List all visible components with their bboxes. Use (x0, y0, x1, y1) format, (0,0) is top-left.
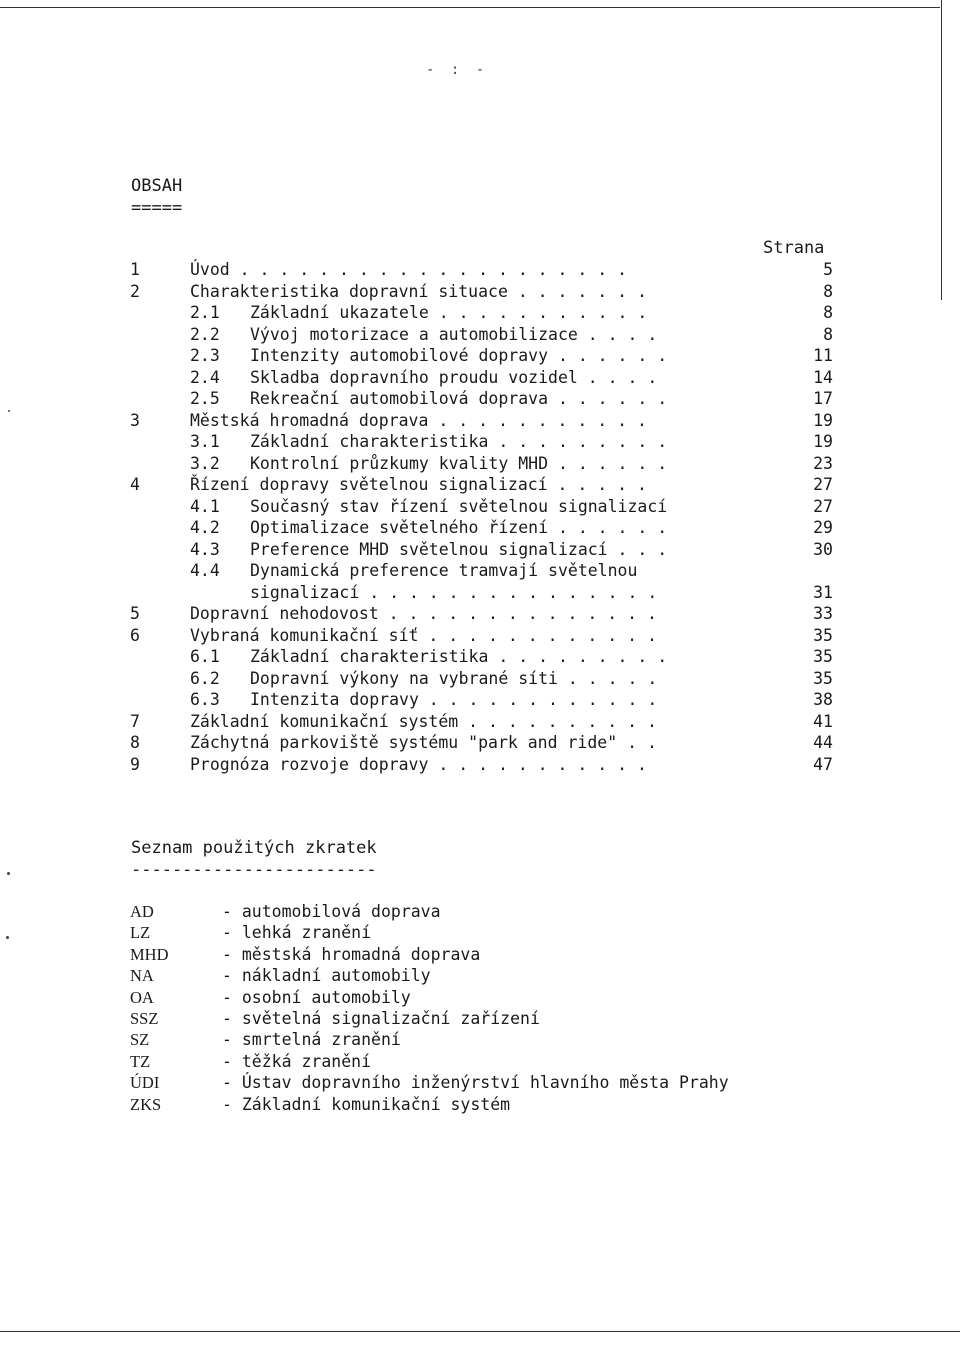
toc-entry-page: 33 (813, 604, 833, 623)
toc-entry-page: 8 (823, 281, 833, 301)
toc-entry-title: Základní ukazatele . . . . . . . . . . . (250, 303, 648, 322)
contents-heading-underline: ===== (131, 198, 183, 218)
page-column-label: Strana (763, 238, 825, 258)
toc-entry-number: 6.2 (190, 668, 220, 688)
toc-entry (0, 474, 960, 496)
toc-entry-page: 41 (813, 711, 833, 731)
abbreviation-description: - nákladní automobily (222, 966, 431, 986)
abbreviation-code: SSZ (130, 1008, 159, 1028)
toc-entry-title: Úvod . . . . . . . . . . . . . . . . . . . . (190, 260, 628, 279)
toc-entry-page: 35 (813, 647, 833, 666)
toc-entry (0, 410, 960, 432)
toc-entry-page: 5 (823, 260, 833, 279)
abbreviation-code: AD (130, 902, 154, 921)
toc-entry (0, 345, 960, 367)
abbreviation-code: LZ (130, 923, 151, 943)
toc-entry-page: 44 (813, 733, 833, 752)
toc-entry-number: 4.2 (190, 518, 220, 537)
abbreviation-description: - světelná signalizační zařízení (222, 1008, 540, 1028)
toc-entry-title: Optimalizace světelného řízení . . . . . . (250, 518, 668, 537)
toc-entry-page: 19 (813, 410, 833, 430)
page-mark: - : - (426, 62, 489, 78)
toc-entry (0, 388, 960, 410)
table-of-contents (0, 259, 960, 775)
toc-entry-number: 2 (130, 281, 140, 301)
toc-entry-title: Prognóza rozvoje dopravy . . . . . . . . . . . (190, 754, 647, 774)
toc-entry-number: 4.3 (190, 539, 220, 559)
toc-entry (0, 603, 960, 625)
toc-entry-page: 27 (813, 475, 833, 494)
toc-entry-page: 8 (823, 324, 833, 344)
toc-entry-number: 2.5 (190, 389, 220, 408)
toc-entry-number: 4 (130, 475, 140, 494)
toc-entry-title: Vybraná komunikační síť . . . . . . . . . . . . (190, 625, 657, 645)
toc-entry-page: 47 (813, 754, 833, 774)
toc-entry-page: 23 (813, 453, 833, 473)
abbreviation-description: - osobní automobily (222, 987, 411, 1007)
abbreviation-entry (0, 944, 960, 965)
toc-entry-title: Základní komunikační systém . . . . . . . . . . (190, 711, 657, 731)
toc-entry (0, 539, 960, 561)
toc-entry-number: 5 (130, 604, 140, 623)
toc-entry-title: Městská hromadná doprava . . . . . . . . . . . (190, 410, 647, 430)
toc-entry-title: Základní charakteristika . . . . . . . . . (250, 432, 668, 451)
toc-entry (0, 259, 960, 281)
toc-entry-title: Charakteristika dopravní situace . . . . . . . (190, 281, 647, 301)
toc-entry-number: 2.2 (190, 324, 220, 344)
toc-entry-number: 2.3 (190, 346, 220, 365)
abbreviation-entry (0, 922, 960, 943)
toc-entry-title: Preference MHD světelnou signalizací . . . (250, 539, 668, 559)
toc-entry-number: 8 (130, 733, 140, 752)
scan-edge-top (0, 7, 940, 8)
toc-entry-title: Kontrolní průzkumy kvality MHD . . . . . . (250, 453, 668, 473)
toc-entry-page: 38 (813, 690, 833, 709)
toc-entry (0, 560, 960, 582)
abbreviation-code: ÚDI (130, 1073, 160, 1093)
scan-speck (7, 872, 10, 875)
toc-entry-number: 3.2 (190, 453, 220, 473)
toc-entry-number: 6 (130, 625, 140, 645)
toc-entry (0, 732, 960, 754)
toc-entry (0, 711, 960, 733)
abbreviation-description: - Ústav dopravního inženýrství hlavního města Prahy (222, 1073, 729, 1093)
toc-entry (0, 431, 960, 453)
abbreviation-entry (0, 1094, 960, 1115)
abbreviation-entry (0, 987, 960, 1008)
toc-entry-page: 11 (813, 346, 833, 365)
scan-speck (6, 936, 9, 939)
toc-entry-title: Intenzita dopravy . . . . . . . . . . . . (250, 690, 658, 709)
toc-entry-page: 27 (813, 496, 833, 516)
abbreviation-description: - automobilová doprava (222, 902, 441, 921)
toc-entry-number: 4.4 (190, 561, 220, 580)
toc-entry (0, 302, 960, 324)
contents-heading: OBSAH (131, 176, 183, 196)
toc-entry-number: 9 (130, 754, 140, 774)
toc-entry-title: Záchytná parkoviště systému "park and ride" . . (190, 733, 657, 752)
toc-entry-page: 14 (813, 367, 833, 387)
toc-entry-page: 8 (823, 303, 833, 322)
abbreviation-description: - Základní komunikační systém (222, 1094, 511, 1114)
toc-entry-page: 29 (813, 518, 833, 537)
toc-entry-number: 2.4 (190, 367, 220, 387)
abbreviation-code: OA (130, 987, 154, 1007)
toc-entry-title: Vývoj motorizace a automobilizace . . . . (250, 324, 658, 344)
toc-entry-page: 31 (813, 582, 833, 602)
toc-entry-title: Dynamická preference tramvají světelnou (250, 561, 638, 580)
toc-entry-title: Intenzity automobilové dopravy . . . . . . (250, 346, 668, 365)
toc-entry (0, 668, 960, 690)
abbreviation-entry (0, 1051, 960, 1072)
abbreviation-description: - smrtelná zranění (222, 1030, 401, 1050)
toc-entry-number: 6.1 (190, 647, 220, 666)
abbreviation-description: - lehká zranění (222, 923, 372, 943)
abbreviation-entry (0, 1072, 960, 1093)
toc-entry (0, 453, 960, 475)
abbreviation-code: NA (130, 966, 154, 986)
toc-entry-title: Základní charakteristika . . . . . . . . . (250, 647, 668, 666)
abbreviation-code: SZ (130, 1030, 150, 1050)
toc-entry-title: Rekreační automobilová doprava . . . . . . (250, 389, 668, 408)
toc-entry-page: 30 (813, 539, 833, 559)
toc-entry-title: Dopravní výkony na vybrané síti . . . . . (250, 668, 658, 688)
toc-entry (0, 281, 960, 303)
toc-entry-title: signalizací . . . . . . . . . . . . . . . (250, 582, 658, 602)
scan-edge-right (941, 0, 942, 300)
toc-entry-title: Skladba dopravního proudu vozidel . . . . (250, 367, 658, 387)
toc-entry-number: 1 (130, 260, 140, 279)
toc-entry (0, 689, 960, 711)
toc-entry-number: 2.1 (190, 303, 220, 322)
scan-edge-bottom (0, 1331, 960, 1332)
toc-entry-page: 35 (813, 625, 833, 645)
toc-entry-page: 17 (813, 389, 833, 408)
abbreviation-code: TZ (130, 1051, 151, 1071)
toc-entry-number: 3 (130, 410, 140, 430)
toc-entry-title: Řízení dopravy světelnou signalizací . . . . . (190, 475, 647, 494)
toc-entry-number: 3.1 (190, 432, 220, 451)
toc-entry-title: Dopravní nehodovost . . . . . . . . . . . . . . (190, 604, 657, 623)
abbreviation-description: - těžká zranění (222, 1051, 372, 1071)
toc-entry (0, 324, 960, 346)
abbreviation-code: ZKS (130, 1094, 162, 1114)
abbreviation-entry (0, 1029, 960, 1050)
toc-entry (0, 496, 960, 518)
abbreviation-entry (0, 965, 960, 986)
toc-entry (0, 367, 960, 389)
toc-entry (0, 646, 960, 668)
toc-entry (0, 582, 960, 604)
abbreviation-description: - městská hromadná doprava (222, 944, 481, 964)
scan-speck (8, 410, 10, 412)
toc-entry (0, 625, 960, 647)
abbreviation-entry (0, 901, 960, 922)
toc-entry-number: 6.3 (190, 690, 220, 709)
abbreviation-code: MHD (130, 944, 169, 964)
toc-entry (0, 754, 960, 776)
abbreviations-heading-underline: ------------------------ (131, 860, 377, 880)
toc-entry (0, 517, 960, 539)
toc-entry-number: 7 (130, 711, 140, 731)
abbreviations-list (0, 901, 960, 1115)
toc-entry-page: 19 (813, 432, 833, 451)
toc-entry-number: 4.1 (190, 496, 220, 516)
abbreviations-heading: Seznam použitých zkratek (131, 838, 377, 858)
abbreviation-entry (0, 1008, 960, 1029)
toc-entry-page: 35 (813, 668, 833, 688)
toc-entry-title: Současný stav řízení světelnou signalizací (250, 496, 668, 516)
